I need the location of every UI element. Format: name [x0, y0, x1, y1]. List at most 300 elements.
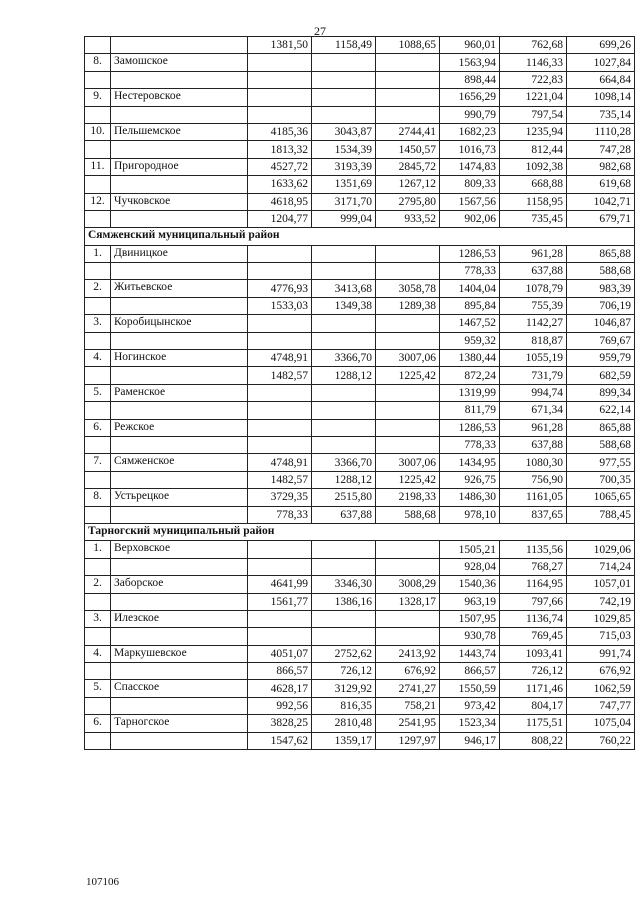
value-cell: 1289,38 — [376, 297, 440, 314]
value-cell: 3171,70 — [312, 193, 376, 210]
value-cell: 1505,21 — [440, 541, 500, 558]
value-cell: 928,04 — [440, 558, 500, 575]
table-row — [85, 715, 635, 732]
value-cell: 2845,72 — [376, 158, 440, 175]
value-cell: 902,06 — [440, 210, 500, 227]
value-cell — [376, 54, 440, 71]
value-cell — [248, 332, 312, 349]
value-cell: 637,88 — [312, 506, 376, 523]
table-row — [85, 402, 635, 419]
value-cell — [312, 436, 376, 453]
value-cell — [376, 89, 440, 106]
value-cell: 747,28 — [567, 141, 635, 158]
value-cell — [376, 419, 440, 436]
value-cell: 1110,28 — [567, 123, 635, 140]
row-number — [85, 558, 111, 575]
value-cell: 818,87 — [500, 332, 567, 349]
value-cell: 1204,77 — [248, 210, 312, 227]
value-cell: 1381,50 — [248, 37, 312, 54]
value-cell: 1486,30 — [440, 489, 500, 506]
value-cell: 1027,84 — [567, 54, 635, 71]
row-number: 2. — [85, 576, 111, 593]
value-cell: 3058,78 — [376, 280, 440, 297]
value-cell: 679,71 — [567, 210, 635, 227]
row-number: 2. — [85, 280, 111, 297]
settlement-name: Илезское — [111, 610, 248, 627]
value-cell: 804,17 — [500, 697, 567, 714]
row-number — [85, 663, 111, 680]
value-cell: 895,84 — [440, 297, 500, 314]
value-cell: 1482,57 — [248, 367, 312, 384]
table-row — [85, 37, 635, 54]
table-row — [85, 489, 635, 506]
table-row — [85, 419, 635, 436]
settlement-name: Пригородное — [111, 158, 248, 175]
value-cell: 1016,73 — [440, 141, 500, 158]
value-cell: 977,55 — [567, 454, 635, 471]
value-cell: 4628,17 — [248, 680, 312, 697]
table-row — [85, 506, 635, 523]
value-cell: 866,57 — [248, 663, 312, 680]
value-cell: 1319,99 — [440, 384, 500, 401]
row-number — [85, 697, 111, 714]
row-number — [85, 37, 111, 54]
value-cell — [312, 106, 376, 123]
value-cell: 992,56 — [248, 697, 312, 714]
value-cell — [248, 419, 312, 436]
value-cell: 1136,74 — [500, 610, 567, 627]
settlement-name: Устьрецкое — [111, 489, 248, 506]
table-row — [85, 332, 635, 349]
value-cell — [312, 245, 376, 262]
value-cell: 999,04 — [312, 210, 376, 227]
row-number: 3. — [85, 610, 111, 627]
table-row — [85, 697, 635, 714]
value-cell: 3008,29 — [376, 576, 440, 593]
value-cell: 1443,74 — [440, 645, 500, 662]
value-cell: 1482,57 — [248, 471, 312, 488]
value-cell — [312, 71, 376, 88]
value-cell — [312, 541, 376, 558]
value-cell: 747,77 — [567, 697, 635, 714]
value-cell: 1225,42 — [376, 367, 440, 384]
row-number: 1. — [85, 541, 111, 558]
value-cell: 961,28 — [500, 419, 567, 436]
settlement-name — [111, 71, 248, 88]
value-cell: 1288,12 — [312, 471, 376, 488]
page-number: 27 — [314, 24, 326, 38]
settlement-name — [111, 697, 248, 714]
value-cell: 1221,04 — [500, 89, 567, 106]
value-cell: 664,84 — [567, 71, 635, 88]
value-cell: 1682,23 — [440, 123, 500, 140]
district-title: Тарногский муниципальный район — [85, 523, 635, 540]
value-cell: 1507,95 — [440, 610, 500, 627]
settlement-name: Маркушевское — [111, 645, 248, 662]
settlement-name — [111, 471, 248, 488]
value-cell — [248, 54, 312, 71]
value-cell: 1075,04 — [567, 715, 635, 732]
value-cell — [248, 541, 312, 558]
value-cell — [376, 263, 440, 280]
row-number: 3. — [85, 315, 111, 332]
value-cell: 699,26 — [567, 37, 635, 54]
value-cell: 1164,95 — [500, 576, 567, 593]
row-number — [85, 263, 111, 280]
value-cell: 1057,01 — [567, 576, 635, 593]
value-cell: 930,78 — [440, 628, 500, 645]
table-row — [85, 89, 635, 106]
table-row — [85, 436, 635, 453]
value-cell: 2741,27 — [376, 680, 440, 697]
value-cell: 682,59 — [567, 367, 635, 384]
value-cell: 1161,05 — [500, 489, 567, 506]
value-cell: 3043,87 — [312, 123, 376, 140]
value-cell: 637,88 — [500, 436, 567, 453]
value-cell: 1098,14 — [567, 89, 635, 106]
settlement-name: Пельшемское — [111, 123, 248, 140]
table-row — [85, 245, 635, 262]
value-cell: 809,33 — [440, 176, 500, 193]
value-cell: 872,24 — [440, 367, 500, 384]
row-number — [85, 176, 111, 193]
value-cell: 619,68 — [567, 176, 635, 193]
value-cell: 1146,33 — [500, 54, 567, 71]
value-cell: 1046,87 — [567, 315, 635, 332]
settlement-name: Житьевское — [111, 280, 248, 297]
value-cell: 3366,70 — [312, 454, 376, 471]
value-cell: 3413,68 — [312, 280, 376, 297]
value-cell: 762,68 — [500, 37, 567, 54]
table-row — [85, 350, 635, 367]
value-cell: 726,12 — [500, 663, 567, 680]
settlement-name — [111, 558, 248, 575]
settlement-name — [111, 141, 248, 158]
district-title: Сямженский муниципальный район — [85, 228, 635, 245]
value-cell: 1225,42 — [376, 471, 440, 488]
value-cell: 797,66 — [500, 593, 567, 610]
value-cell: 899,34 — [567, 384, 635, 401]
value-cell: 2744,41 — [376, 123, 440, 140]
value-cell — [312, 54, 376, 71]
value-cell: 3828,25 — [248, 715, 312, 732]
value-cell: 963,19 — [440, 593, 500, 610]
value-cell — [376, 332, 440, 349]
value-cell: 1093,41 — [500, 645, 567, 662]
value-cell: 588,68 — [567, 436, 635, 453]
value-cell: 1171,46 — [500, 680, 567, 697]
row-number — [85, 141, 111, 158]
value-cell: 2198,33 — [376, 489, 440, 506]
value-cell — [376, 402, 440, 419]
table-row — [85, 680, 635, 697]
row-number — [85, 106, 111, 123]
settlement-name: Верховское — [111, 541, 248, 558]
value-cell: 588,68 — [567, 263, 635, 280]
value-cell: 983,39 — [567, 280, 635, 297]
row-number — [85, 71, 111, 88]
value-cell: 1328,17 — [376, 593, 440, 610]
value-cell: 588,68 — [376, 506, 440, 523]
settlement-name: Нестеровское — [111, 89, 248, 106]
table-row — [85, 176, 635, 193]
row-number: 4. — [85, 645, 111, 662]
value-cell — [312, 628, 376, 645]
value-cell: 778,33 — [248, 506, 312, 523]
value-cell: 2795,80 — [376, 193, 440, 210]
value-cell: 769,45 — [500, 628, 567, 645]
row-number — [85, 471, 111, 488]
row-number: 8. — [85, 54, 111, 71]
value-cell: 1656,29 — [440, 89, 500, 106]
table-row — [85, 558, 635, 575]
value-cell: 1065,65 — [567, 489, 635, 506]
table-row — [85, 141, 635, 158]
value-cell: 1547,62 — [248, 732, 312, 749]
value-cell: 758,21 — [376, 697, 440, 714]
value-cell: 788,45 — [567, 506, 635, 523]
settlement-name: Ногинское — [111, 350, 248, 367]
table-row — [85, 593, 635, 610]
value-cell: 768,27 — [500, 558, 567, 575]
value-cell: 837,65 — [500, 506, 567, 523]
value-cell — [376, 71, 440, 88]
value-cell: 4527,72 — [248, 158, 312, 175]
value-cell — [248, 558, 312, 575]
value-cell: 2515,80 — [312, 489, 376, 506]
value-cell: 4618,95 — [248, 193, 312, 210]
value-cell: 1386,16 — [312, 593, 376, 610]
table-row — [85, 663, 635, 680]
settlement-name: Раменское — [111, 384, 248, 401]
value-cell — [312, 610, 376, 627]
table-row — [85, 297, 635, 314]
value-cell: 760,22 — [567, 732, 635, 749]
value-cell: 808,22 — [500, 732, 567, 749]
settlement-name: Коробицынское — [111, 315, 248, 332]
row-number: 7. — [85, 454, 111, 471]
row-number: 11. — [85, 158, 111, 175]
settlement-name — [111, 593, 248, 610]
value-cell: 3193,39 — [312, 158, 376, 175]
value-cell: 994,74 — [500, 384, 567, 401]
value-cell: 4185,36 — [248, 123, 312, 140]
value-cell — [376, 245, 440, 262]
row-number — [85, 367, 111, 384]
value-cell: 4051,07 — [248, 645, 312, 662]
value-cell — [248, 384, 312, 401]
value-cell: 778,33 — [440, 263, 500, 280]
value-cell: 715,03 — [567, 628, 635, 645]
value-cell: 2810,48 — [312, 715, 376, 732]
district-header-row — [85, 523, 635, 540]
settlement-name — [111, 402, 248, 419]
table-row — [85, 541, 635, 558]
table-row — [85, 628, 635, 645]
value-cell: 866,57 — [440, 663, 500, 680]
table-row — [85, 193, 635, 210]
value-cell: 816,35 — [312, 697, 376, 714]
table-row — [85, 576, 635, 593]
value-cell: 1561,77 — [248, 593, 312, 610]
value-cell: 714,24 — [567, 558, 635, 575]
value-cell: 3346,30 — [312, 576, 376, 593]
value-cell — [312, 384, 376, 401]
value-cell — [248, 315, 312, 332]
value-cell: 973,42 — [440, 697, 500, 714]
value-cell — [312, 332, 376, 349]
settlement-name — [111, 628, 248, 645]
table-row — [85, 645, 635, 662]
row-number: 4. — [85, 350, 111, 367]
settlement-name — [111, 367, 248, 384]
district-header-row — [85, 228, 635, 245]
value-cell: 961,28 — [500, 245, 567, 262]
value-cell: 756,90 — [500, 471, 567, 488]
value-cell: 706,19 — [567, 297, 635, 314]
value-cell — [376, 541, 440, 558]
settlement-name: Сямженское — [111, 454, 248, 471]
value-cell: 1267,12 — [376, 176, 440, 193]
value-cell: 1029,06 — [567, 541, 635, 558]
value-cell — [248, 245, 312, 262]
value-cell: 1633,62 — [248, 176, 312, 193]
value-cell: 1467,52 — [440, 315, 500, 332]
value-cell: 2752,62 — [312, 645, 376, 662]
value-cell — [312, 402, 376, 419]
value-cell: 1534,39 — [312, 141, 376, 158]
table-row — [85, 106, 635, 123]
value-cell: 4776,93 — [248, 280, 312, 297]
row-number: 12. — [85, 193, 111, 210]
document-code: 107106 — [86, 876, 119, 888]
row-number: 8. — [85, 489, 111, 506]
value-cell: 1474,83 — [440, 158, 500, 175]
value-cell: 1158,49 — [312, 37, 376, 54]
value-cell — [376, 558, 440, 575]
row-number: 1. — [85, 245, 111, 262]
value-cell: 1135,56 — [500, 541, 567, 558]
row-number: 5. — [85, 680, 111, 697]
value-cell: 4641,99 — [248, 576, 312, 593]
value-cell: 671,34 — [500, 402, 567, 419]
value-cell — [248, 89, 312, 106]
table-row — [85, 367, 635, 384]
table-row — [85, 54, 635, 71]
value-cell — [248, 628, 312, 645]
table-row — [85, 471, 635, 488]
row-number — [85, 436, 111, 453]
table-row — [85, 315, 635, 332]
value-cell: 4748,91 — [248, 454, 312, 471]
row-number — [85, 732, 111, 749]
value-cell: 1078,79 — [500, 280, 567, 297]
settlement-name — [111, 506, 248, 523]
value-cell: 742,19 — [567, 593, 635, 610]
value-cell: 1380,44 — [440, 350, 500, 367]
value-cell: 700,35 — [567, 471, 635, 488]
value-cell — [376, 106, 440, 123]
value-cell: 960,01 — [440, 37, 500, 54]
value-cell: 959,32 — [440, 332, 500, 349]
value-cell: 1088,65 — [376, 37, 440, 54]
row-number — [85, 210, 111, 227]
value-cell: 1055,19 — [500, 350, 567, 367]
value-cell — [376, 436, 440, 453]
value-cell: 1042,71 — [567, 193, 635, 210]
value-cell: 797,54 — [500, 106, 567, 123]
value-cell: 755,39 — [500, 297, 567, 314]
value-cell: 676,92 — [376, 663, 440, 680]
value-cell: 1175,51 — [500, 715, 567, 732]
settlement-name — [111, 263, 248, 280]
value-cell: 1158,95 — [500, 193, 567, 210]
row-number: 10. — [85, 123, 111, 140]
value-cell: 1286,53 — [440, 245, 500, 262]
value-cell: 1404,04 — [440, 280, 500, 297]
value-cell: 3366,70 — [312, 350, 376, 367]
row-number — [85, 506, 111, 523]
value-cell: 2413,92 — [376, 645, 440, 662]
row-number — [85, 297, 111, 314]
value-cell: 1359,17 — [312, 732, 376, 749]
table-row — [85, 454, 635, 471]
settlement-name: Спасское — [111, 680, 248, 697]
value-cell: 722,83 — [500, 71, 567, 88]
value-cell: 1567,56 — [440, 193, 500, 210]
value-cell: 1349,38 — [312, 297, 376, 314]
value-cell — [376, 384, 440, 401]
value-cell: 926,75 — [440, 471, 500, 488]
value-cell: 726,12 — [312, 663, 376, 680]
value-cell — [312, 419, 376, 436]
value-cell: 982,68 — [567, 158, 635, 175]
value-cell: 1550,59 — [440, 680, 500, 697]
value-cell: 1563,94 — [440, 54, 500, 71]
value-cell: 991,74 — [567, 645, 635, 662]
value-cell: 3007,06 — [376, 454, 440, 471]
settlement-name: Чучковское — [111, 193, 248, 210]
value-cell: 676,92 — [567, 663, 635, 680]
value-cell: 778,33 — [440, 436, 500, 453]
value-cell — [312, 263, 376, 280]
value-cell: 1297,97 — [376, 732, 440, 749]
value-cell: 1092,38 — [500, 158, 567, 175]
value-cell — [248, 106, 312, 123]
value-cell: 865,88 — [567, 245, 635, 262]
value-cell: 1080,30 — [500, 454, 567, 471]
value-cell — [248, 436, 312, 453]
value-cell: 735,14 — [567, 106, 635, 123]
value-cell: 1533,03 — [248, 297, 312, 314]
row-number — [85, 332, 111, 349]
settlement-name — [111, 210, 248, 227]
value-cell: 735,45 — [500, 210, 567, 227]
row-number: 6. — [85, 419, 111, 436]
value-cell: 959,79 — [567, 350, 635, 367]
value-cell: 1235,94 — [500, 123, 567, 140]
value-cell: 1450,57 — [376, 141, 440, 158]
row-number — [85, 402, 111, 419]
value-cell — [312, 315, 376, 332]
value-cell: 1286,53 — [440, 419, 500, 436]
value-cell — [312, 558, 376, 575]
value-cell: 3129,92 — [312, 680, 376, 697]
value-cell: 3007,06 — [376, 350, 440, 367]
value-cell: 769,67 — [567, 332, 635, 349]
value-cell: 4748,91 — [248, 350, 312, 367]
value-cell: 2541,95 — [376, 715, 440, 732]
